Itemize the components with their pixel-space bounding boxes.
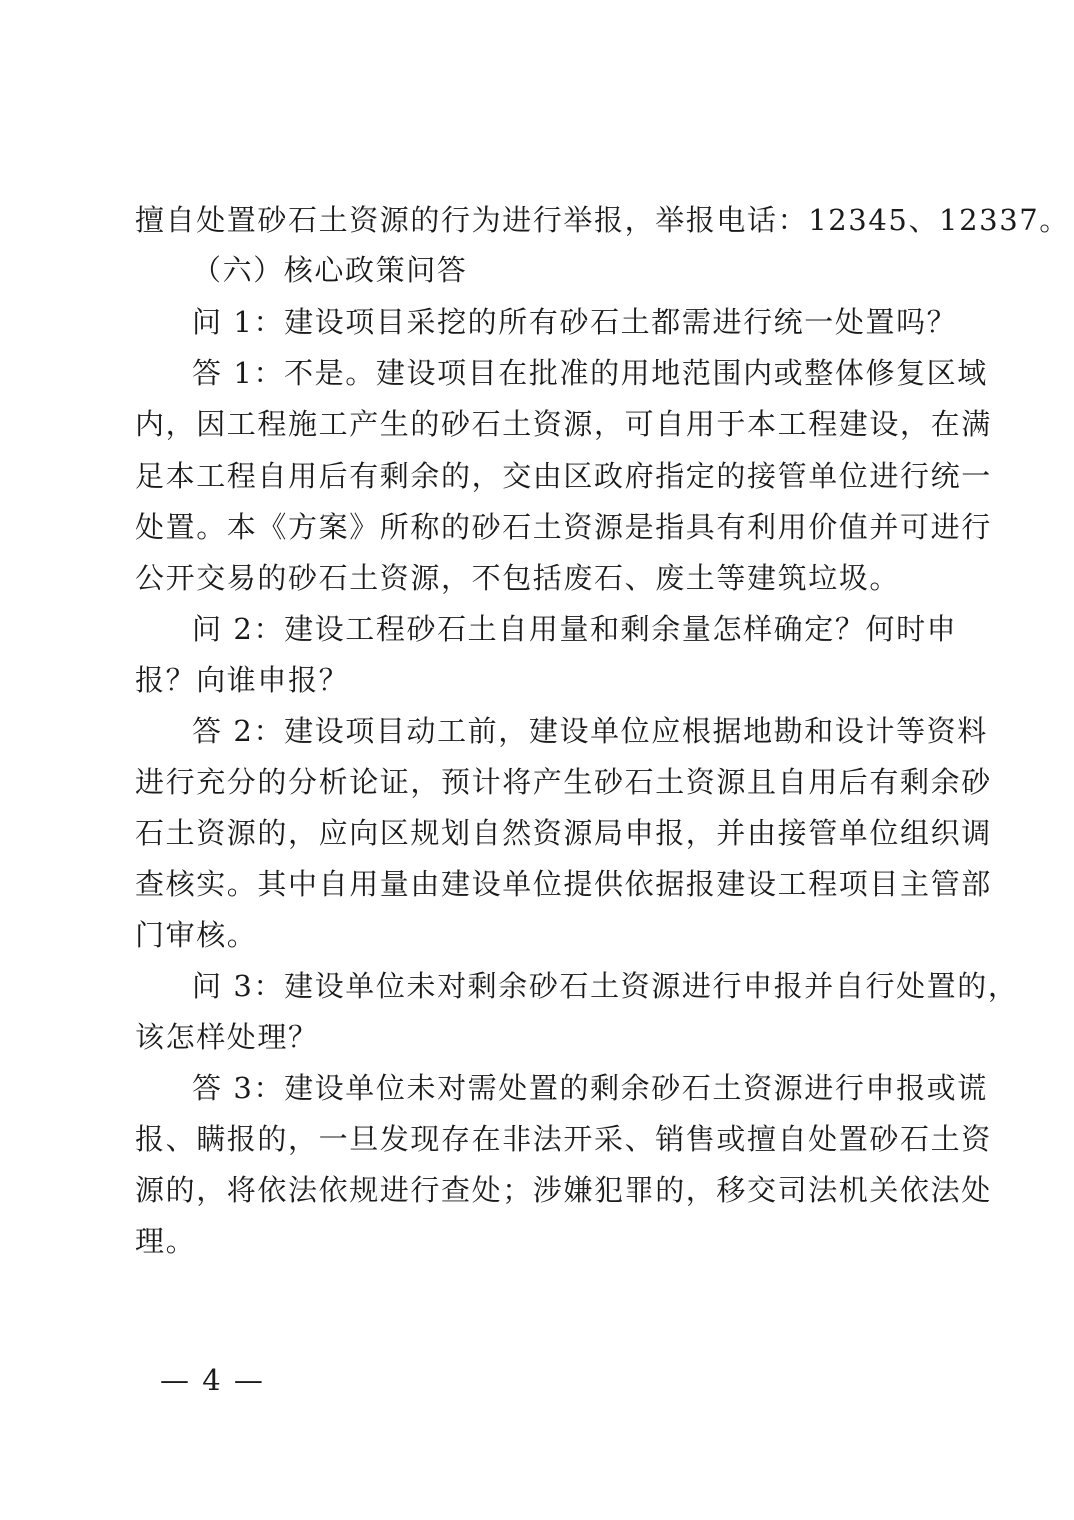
page-number: — 4 —	[160, 1363, 265, 1397]
text-line: 擅自处置砂石土资源的行为进行举报，举报电话：12345、12337。	[135, 203, 1070, 237]
text-line: 查核实。其中自用量由建设单位提供依据报建设工程项目主管部	[135, 867, 992, 901]
section-heading: （六）核心政策问答	[192, 253, 468, 287]
text-line: 理。	[135, 1224, 197, 1258]
question-1: 问 1：建设项目采挖的所有砂石土都需进行统一处置吗？	[192, 305, 958, 339]
answer-2: 答 2：建设项目动工前，建设单位应根据地勘和设计等资料	[192, 714, 988, 748]
text-line: 源的，将依法依规进行查处；涉嫌犯罪的，移交司法机关依法处	[135, 1173, 992, 1207]
answer-1: 答 1：不是。建设项目在批准的用地范围内或整体修复区域	[192, 356, 988, 390]
text-line: 足本工程自用后有剩余的，交由区政府指定的接管单位进行统一	[135, 459, 992, 493]
text-line: 报？向谁申报？	[135, 663, 350, 697]
text-line: 报、瞒报的，一旦发现存在非法开采、销售或擅自处置砂石土资	[135, 1122, 992, 1156]
question-2: 问 2：建设工程砂石土自用量和剩余量怎样确定？何时申	[192, 612, 958, 646]
text-line: 处置。本《方案》所称的砂石土资源是指具有利用价值并可进行	[135, 510, 992, 544]
answer-3: 答 3：建设单位未对需处置的剩余砂石土资源进行申报或谎	[192, 1071, 988, 1105]
text-line: 门审核。	[135, 918, 258, 952]
text-line: 该怎样处理？	[135, 1020, 319, 1054]
text-line: 内，因工程施工产生的砂石土资源，可自用于本工程建设，在满	[135, 407, 992, 441]
text-line: 石土资源的，应向区规划自然资源局申报，并由接管单位组织调	[135, 816, 992, 850]
text-line: 进行充分的分析论证，预计将产生砂石土资源且自用后有剩余砂	[135, 765, 992, 799]
text-line: 公开交易的砂石土资源，不包括废石、废土等建筑垃圾。	[135, 561, 901, 595]
question-3: 问 3：建设单位未对剩余砂石土资源进行申报并自行处置的，	[192, 969, 1019, 1003]
